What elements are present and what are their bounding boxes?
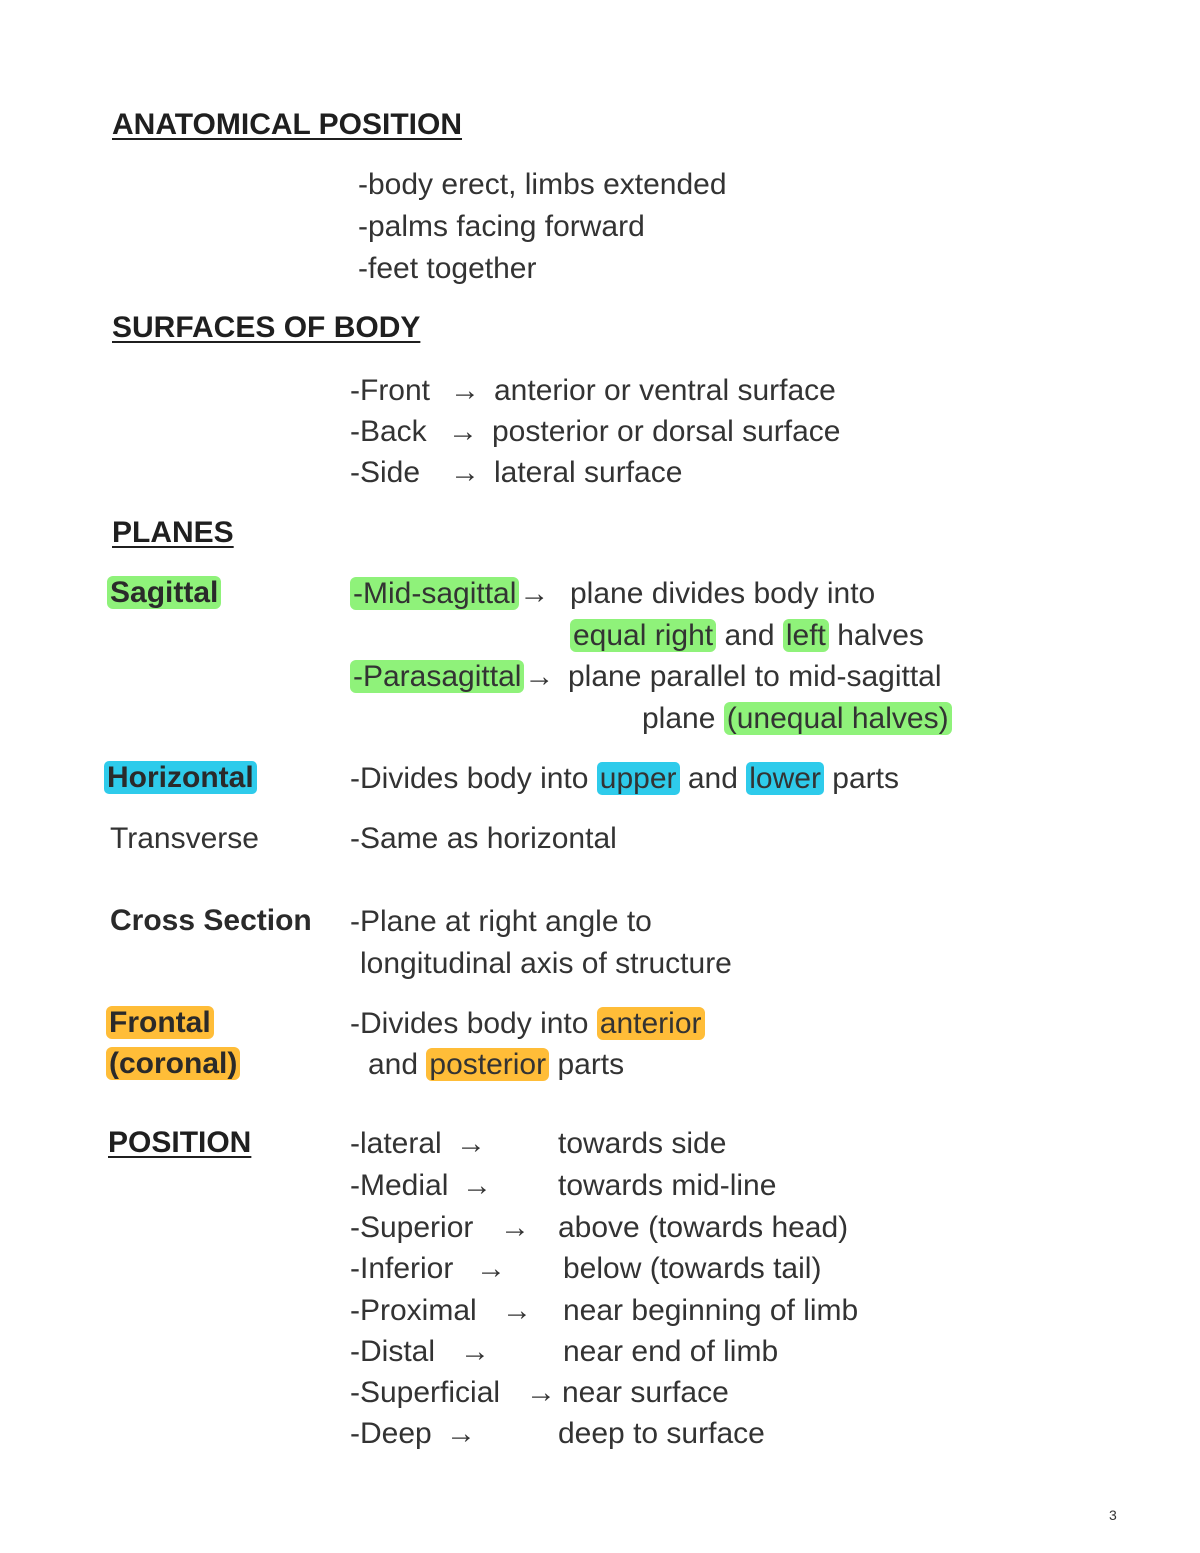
anatomical-line: -palms facing forward (358, 210, 645, 243)
position-term: -Superficial (350, 1376, 501, 1409)
mid-sagittal-desc: plane divides body into (570, 577, 876, 610)
surface-desc: posterior or dorsal surface (492, 415, 841, 448)
surface-term: -Front (350, 374, 431, 407)
position-term: -Distal (350, 1335, 436, 1368)
parasagittal-desc: plane parallel to mid-sagittal (568, 660, 942, 693)
arrow-icon: → (460, 1335, 490, 1368)
position-term: -Medial (350, 1169, 449, 1202)
mid-sagittal-desc-2: equal right and left halves (570, 619, 924, 653)
arrow-icon: → (502, 1294, 532, 1327)
plane-label-transverse: Transverse (110, 822, 259, 855)
heading-position: POSITION (108, 1126, 252, 1159)
position-desc: below (towards tail) (563, 1252, 822, 1285)
arrow-icon: → (450, 456, 480, 489)
transverse-desc: -Same as horizontal (350, 822, 617, 855)
position-desc: near end of limb (563, 1335, 779, 1368)
arrow-icon: → (456, 1127, 486, 1160)
position-term: -lateral (350, 1127, 442, 1160)
heading-anatomical-position: ANATOMICAL POSITION (112, 108, 463, 141)
position-term: -Proximal (350, 1294, 477, 1327)
plane-label-frontal: Frontal (106, 1006, 214, 1040)
position-term: -Deep (350, 1417, 432, 1450)
arrow-icon: → (500, 1211, 530, 1244)
arrow-icon: → (448, 415, 478, 448)
position-desc: towards mid-line (558, 1169, 777, 1202)
position-term: -Superior (350, 1211, 474, 1244)
cross-section-desc-2: longitudinal axis of structure (360, 947, 732, 980)
arrow-icon: → (519, 577, 550, 610)
heading-surfaces-of-body: SURFACES OF BODY (112, 311, 421, 344)
parasagittal-term: -Parasagittal → (350, 660, 554, 694)
plane-label-coronal: (coronal) (106, 1047, 240, 1081)
arrow-icon: → (476, 1252, 506, 1285)
anatomical-line: -body erect, limbs extended (358, 168, 727, 201)
cross-section-desc: -Plane at right angle to (350, 905, 652, 938)
plane-label-sagittal: Sagittal (107, 576, 221, 610)
position-desc: above (towards head) (558, 1211, 849, 1244)
arrow-icon: → (524, 660, 555, 693)
parasagittal-desc-2: plane (unequal halves) (642, 702, 952, 736)
heading-planes: PLANES (112, 516, 234, 549)
surface-term: -Back (350, 415, 427, 448)
page-number: 3 (1109, 1507, 1117, 1523)
surface-term: -Side (350, 456, 421, 489)
position-desc: deep to surface (558, 1417, 765, 1450)
position-desc: near surface (562, 1376, 729, 1409)
horizontal-desc: -Divides body into upper and lower parts (350, 762, 899, 795)
frontal-desc: -Divides body into anterior (350, 1007, 705, 1041)
position-desc: near beginning of limb (563, 1294, 859, 1327)
mid-sagittal-term: -Mid-sagittal → (350, 577, 549, 611)
arrow-icon: → (446, 1417, 476, 1450)
arrow-icon: → (462, 1169, 492, 1202)
anatomical-line: -feet together (358, 252, 537, 285)
arrow-icon: → (450, 374, 480, 407)
plane-label-horizontal: Horizontal (104, 761, 257, 795)
plane-label-cross-section: Cross Section (110, 904, 312, 937)
arrow-icon: → (526, 1376, 556, 1409)
frontal-desc-2: and posterior parts (368, 1048, 625, 1081)
surface-desc: lateral surface (494, 456, 683, 489)
position-term: -Inferior (350, 1252, 454, 1285)
position-desc: towards side (558, 1127, 727, 1160)
surface-desc: anterior or ventral surface (494, 374, 836, 407)
